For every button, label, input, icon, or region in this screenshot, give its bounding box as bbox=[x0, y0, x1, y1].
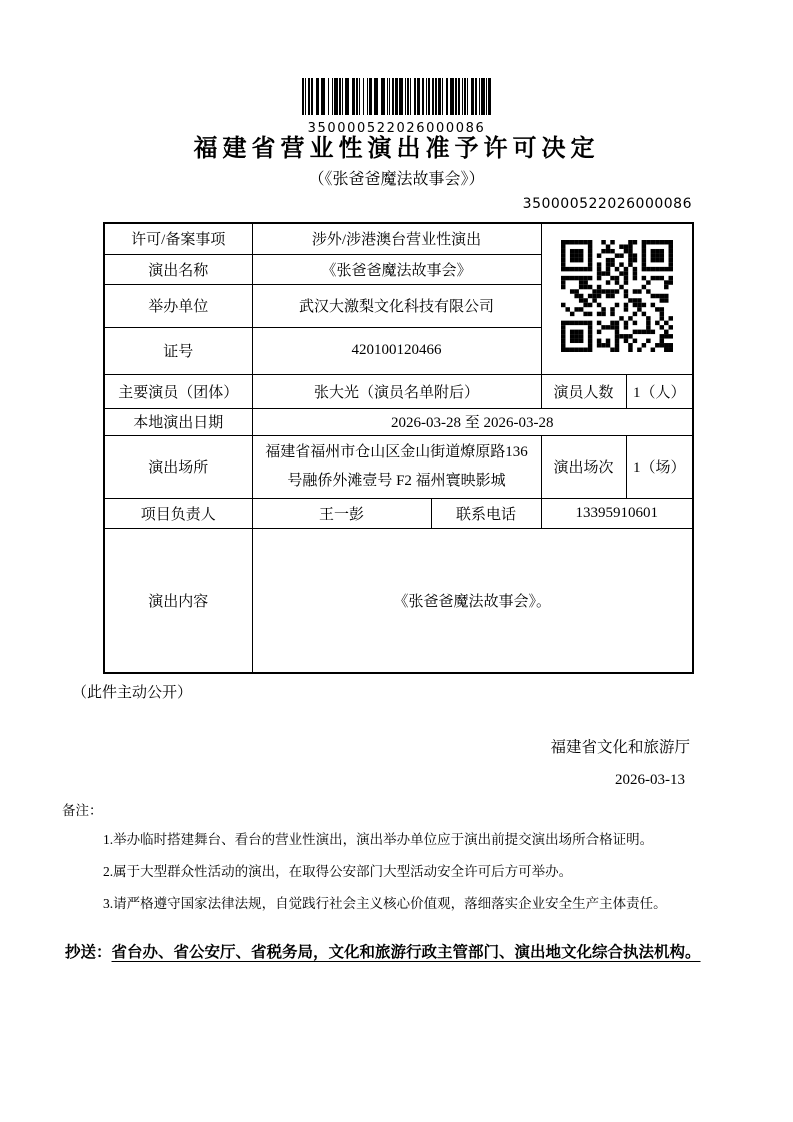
cc-line bbox=[65, 936, 777, 969]
permit-table-wrap bbox=[103, 222, 692, 674]
barcode-icon bbox=[302, 78, 492, 115]
permit-item-value: 涉外/涉港澳台营业性演出 bbox=[252, 223, 541, 254]
content-value: 《张爸爸魔法故事会》。 bbox=[252, 528, 693, 673]
cc-value: 省台办、省公安厅、省税务局，文化和旅游行政主管部门、演出地文化综合执法机构。 bbox=[111, 944, 701, 961]
signature-block bbox=[550, 738, 690, 790]
table-row bbox=[104, 374, 693, 408]
performer-count-value: 1（人） bbox=[626, 374, 693, 408]
show-name-value: 《张爸爸魔法故事会》 bbox=[252, 254, 541, 284]
show-name-label: 演出名称 bbox=[104, 254, 252, 284]
disclosure-note: （此件主动公开） bbox=[72, 685, 193, 701]
barcode-block bbox=[0, 78, 793, 137]
performers-value: 张大光（演员名单附后） bbox=[252, 374, 541, 408]
page-subtitle: （《张爸爸魔法故事会》） bbox=[308, 171, 485, 188]
note-item: 2.属于大型群众性活动的演出，在取得公安部门大型活动安全许可后方可举办。 bbox=[103, 864, 573, 879]
issue-date: 2026-03-13 bbox=[615, 772, 685, 788]
phone-value: 13395910601 bbox=[541, 498, 693, 528]
note-item: 3.请严格遵守国家法律法规，自觉践行社会主义核心价值观，落细落实企业安全生产主体责任。 bbox=[103, 896, 667, 911]
issuing-authority: 福建省文化和旅游厅 bbox=[550, 739, 690, 756]
notes-label: 备注： bbox=[62, 803, 103, 818]
permit-table bbox=[103, 222, 694, 674]
performer-count-label: 演员人数 bbox=[541, 374, 626, 408]
performers-label: 主要演员（团体） bbox=[104, 374, 252, 408]
qr-code-icon bbox=[561, 240, 673, 352]
venue-value: 福建省福州市仓山区金山街道燎原路136 号融侨外滩壹号 F2 福州寰映影城 bbox=[252, 435, 541, 498]
qr-cell bbox=[541, 223, 693, 374]
dates-value: 2026-03-28 至 2026-03-28 bbox=[252, 408, 693, 435]
organizer-label: 举办单位 bbox=[104, 284, 252, 327]
manager-label: 项目负责人 bbox=[104, 498, 252, 528]
document-number: 350000522026000086 bbox=[522, 196, 692, 212]
sessions-value: 1（场） bbox=[626, 435, 693, 498]
cert-no-value: 420100120466 bbox=[252, 327, 541, 374]
permit-item-label: 许可/备案事项 bbox=[104, 223, 252, 254]
organizer-value: 武汉大激梨文化科技有限公司 bbox=[252, 284, 541, 327]
phone-label: 联系电话 bbox=[431, 498, 541, 528]
table-row bbox=[104, 223, 693, 254]
sessions-label: 演出场次 bbox=[541, 435, 626, 498]
dates-label: 本地演出日期 bbox=[104, 408, 252, 435]
barcode-number: 350000522026000086 bbox=[307, 121, 486, 136]
manager-value: 王一彭 bbox=[252, 498, 431, 528]
table-row bbox=[104, 498, 693, 528]
cert-no-label: 证号 bbox=[104, 327, 252, 374]
page-title: 福建省营业性演出准予许可决定 bbox=[193, 135, 600, 162]
note-item: 1.举办临时搭建舞台、看台的营业性演出，演出举办单位应于演出前提交演出场所合格证明。 bbox=[103, 832, 654, 847]
table-row bbox=[104, 408, 693, 435]
cc-label: 抄送： bbox=[65, 944, 112, 961]
table-row bbox=[104, 528, 693, 673]
venue-label: 演出场所 bbox=[104, 435, 252, 498]
table-row bbox=[104, 435, 693, 498]
content-label: 演出内容 bbox=[104, 528, 252, 673]
